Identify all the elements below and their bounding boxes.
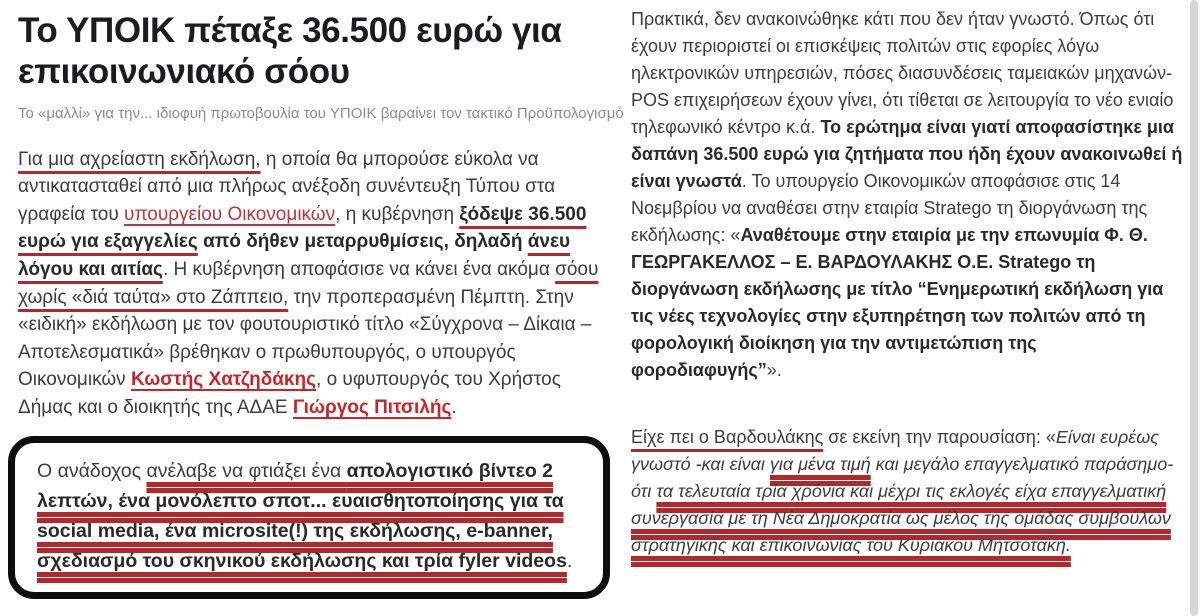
right-paragraph-2 (631, 424, 1188, 559)
highlight-box-paragraph (37, 456, 581, 576)
text-segment: η οποία θα μπορούσε εύκολα να αντικατασταθεί από μια πλήρως ανέξοδη συνέντευξη Τύπου στα γραφεία του (18, 148, 556, 225)
text-segment: Το ερώτημα είναι γιατί αποφασίστηκε μια δαπάνη 36.500 ευρώ για ζητήματα που ήδη έχουν ανακοινωθεί ή είναι γνωστά (631, 117, 1183, 191)
text-segment: Ο ανάδοχος (37, 459, 147, 482)
article-left-column (18, 8, 624, 599)
text-segment: ». (766, 360, 782, 380)
article-right-column (631, 6, 1188, 559)
text-segment: τα τελευταία τρία χρόνια και μέχρι τις εκλογές είχα επαγγελματική συνεργασία με τη Νέα Δημοκρατία ως μέλος της ομάδας συμβούλων στρατηγικής και επικοινωνίας του Κυριάκου Μητσοτάκη. (631, 481, 1171, 555)
text-segment: . (566, 549, 573, 572)
kostis-hatzidakis-link[interactable]: Κωστής Χατζηδάκης (130, 369, 317, 391)
text-segment: , η κυβέρνηση (335, 203, 460, 225)
left-paragraph (18, 146, 610, 422)
giorgos-pitsilis-link[interactable]: Γιώργος Πιτσιλής (292, 396, 452, 418)
text-segment: απολογιστικό βίντεο 2 λεπτών, ένα μονόλεπτο σποτ... ευαισθητοποίησης για τα social media, ένα microsite(!) της εκδήλωσης, e-banner, σχεδιασμό του σκηνικού εκδήλωσης και τρία fyler videos (37, 459, 567, 572)
article-title: Το ΥΠΟΙΚ πέταξε 36.500 ευρώ για επικοινωνιακό σόου (18, 11, 562, 92)
text-segment: την προπερασμένη Πέμπτη. Στην «ειδική» εκδήλωση με τον φουτουριστικό τίτλο «Σύγχρονα – Δίκαια – Αποτελεσματικά» βρέθηκαν ο πρωθυπουργός, ο υπουργός Οικονομικών (18, 286, 592, 391)
text-segment: για μένα τιμή (769, 454, 871, 474)
vertical-scrollbar[interactable] (1190, 0, 1198, 616)
text-segment: Πρακτικά, δεν ανακοινώθηκε κάτι που δεν ήταν γνωστό. Όπως ότι έχουν περιοριστεί οι επισκέψεις πολιτών στις εφορίες λόγω ηλεκτρονικών υπηρεσιών, πόσες διασυνδέσεις ταμειακών μηχανών-POS επιχειρήσεων έχουν γίνει, ότι τίθεται σε λειτουργία το νέο ενιαίο τηλεφωνικό κέντρο κ.ά. (631, 9, 1174, 137)
text-segment: , ο υφυπουργός του Χρήστος Δήμας και ο διοικητής της ΑΔΑΕ (18, 369, 561, 418)
text-segment: σόου χωρίς «διά ταύτα» στο Ζάππειο, (18, 258, 599, 308)
text-segment: . (451, 396, 457, 418)
text-segment: άνευ λόγου και αιτίας (18, 231, 571, 280)
article-subtitle: Το «μαλλί» για την... ιδιοφυή πρωτοβουλία του ΥΠΟΙΚ βαραίνει τον τακτικό Προϋπολογισμό (18, 104, 624, 122)
right-paragraph-1 (631, 6, 1188, 384)
ministry-of-finance-link[interactable]: υπουργείου Οικονομικών (124, 203, 336, 225)
text-segment: . Το υπουργείο Οικονομικών αποφάσισε στις 14 Νοεμβρίου να αναθέσει στην εταιρία Stratego τη διοργάνωση της εκδήλωσης: « (631, 171, 1148, 245)
highlight-box (8, 436, 610, 599)
text-segment: Για μια αχρείαστη εκδήλωση, (18, 148, 261, 170)
text-segment: . Η κυβέρνηση αποφάσισε να κάνει ένα ακόμα (162, 258, 556, 280)
text-segment: Είναι ευρέως γνωστό -και είναι (631, 427, 1159, 474)
text-segment: από δήθεν μεταρρυθμίσεις, δηλαδή (197, 231, 528, 253)
text-segment: Είχε πει ο Βαρδουλάκης (631, 427, 824, 447)
text-segment: ανέλαβε να φτιάξει ένα (146, 459, 347, 482)
text-segment: και μεγάλο επαγγελματικό παράσημο- ότι (631, 454, 1174, 501)
text-segment: Αναθέτουμε στην εταιρία με την επωνυμία Φ. Θ. ΓΕΩΡΓΑΚΕΛΛΟΣ – Ε. ΒΑΡΔΟΥΛΑΚΗΣ Ο.Ε. Stratego τη διοργάνωση εκδήλωσης με τίτλο “Ενημερωτική εκδήλωση για τις νέες τεχνολογίες στην εξυπηρέτηση των πολιτών από τη φορολογική διοίκηση για την αντιμετώπιση της φοροδιαφυγής” (631, 225, 1164, 380)
text-segment: σε εκείνη την παρουσίαση: « (823, 427, 1056, 447)
text-segment: ξόδεψε 36.500 ευρώ για εξαγγελίες (18, 203, 587, 253)
